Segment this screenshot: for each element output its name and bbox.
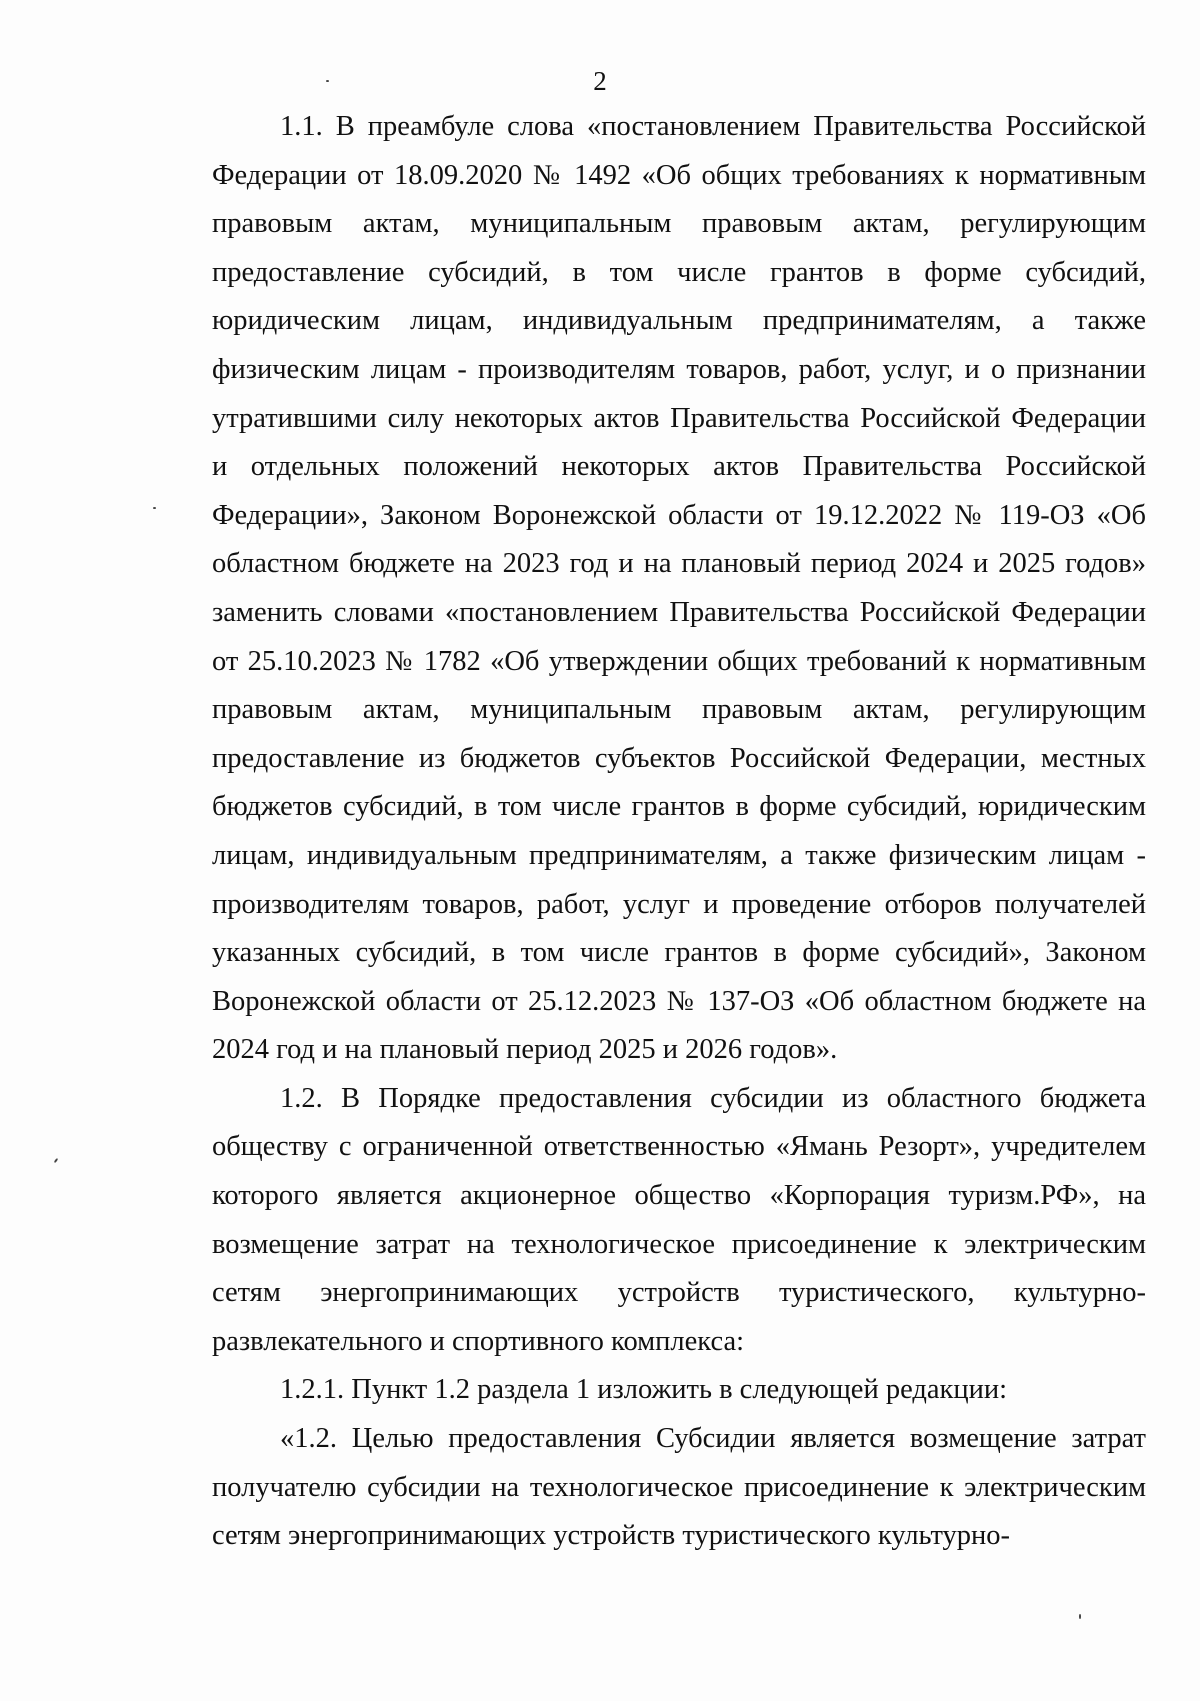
document-body	[212, 103, 1146, 1561]
scan-speck	[153, 507, 156, 509]
paragraph-1-2-1: 1.2.1. Пункт 1.2 раздела 1 изложить в следующей редакции:	[280, 1374, 1008, 1406]
scan-speck	[1079, 1614, 1081, 1619]
scan-speck	[54, 1158, 59, 1163]
paragraph-quoted-1-2: «1.2. Целью предоставления Субсидии является возмещение затрат получателю субсидии на технологическое присоединение к электрическим сетям энергопринимающих устройств туристического культурно-	[212, 1423, 1146, 1552]
paragraph-1-2: 1.2. В Порядке предоставления субсидии из областного бюджета обществу с ограниченной ответственностью «Ямань Резорт», учредителем которого является акционерное общество «Корпорация туризм.РФ», на возмещение затрат на технологическое присоединение к электрическим сетям энергопринимающих устройств туристического, культурно-развлекательного и спортивного комплекса:	[212, 1082, 1146, 1357]
page-number: 2	[593, 66, 607, 96]
paragraph-1-1: 1.1. В преамбуле слова «постановлением Правительства Российской Федерации от 18.09.2020 № 1492 «Об общих требованиях к нормативным правовым актам, муниципальным правовым актам, регулирующим предоставление субсидий, в том числе грантов в форме субсидий, юридическим лицам, индивидуальным предпринимателям, а также физическим лицам - производителям товаров, работ, услуг, и о признании утратившими силу некоторых актов Правительства Российской Федерации и отдельных положений некоторых актов Правительства Российской Федерации», Законом Воронежской области от 19.12.2022 № 119-ОЗ «Об областном бюджете на 2023 год и на плановый период 2024 и 2025 годов» заменить словами «постановлением Правительства Российской Федерации от 25.10.2023 № 1782 «Об утверждении общих требований к нормативным правовым актам, муниципальным правовым актам, регулирующим предоставление из бюджетов субъектов Российской Федерации, местных бюджетов субсидий, в том числе грантов в форме субсидий, юридическим лицам, индивидуальным предпринимателям, а также физическим лицам - производителям товаров, работ, услуг и проведение отборов получателей указанных субсидий, в том числе грантов в форме субсидий», Законом Воронежской области от 25.12.2023 № 137-ОЗ «Об областном бюджете на 2024 год и на плановый период 2025 и 2026 годов».	[212, 111, 1146, 1066]
